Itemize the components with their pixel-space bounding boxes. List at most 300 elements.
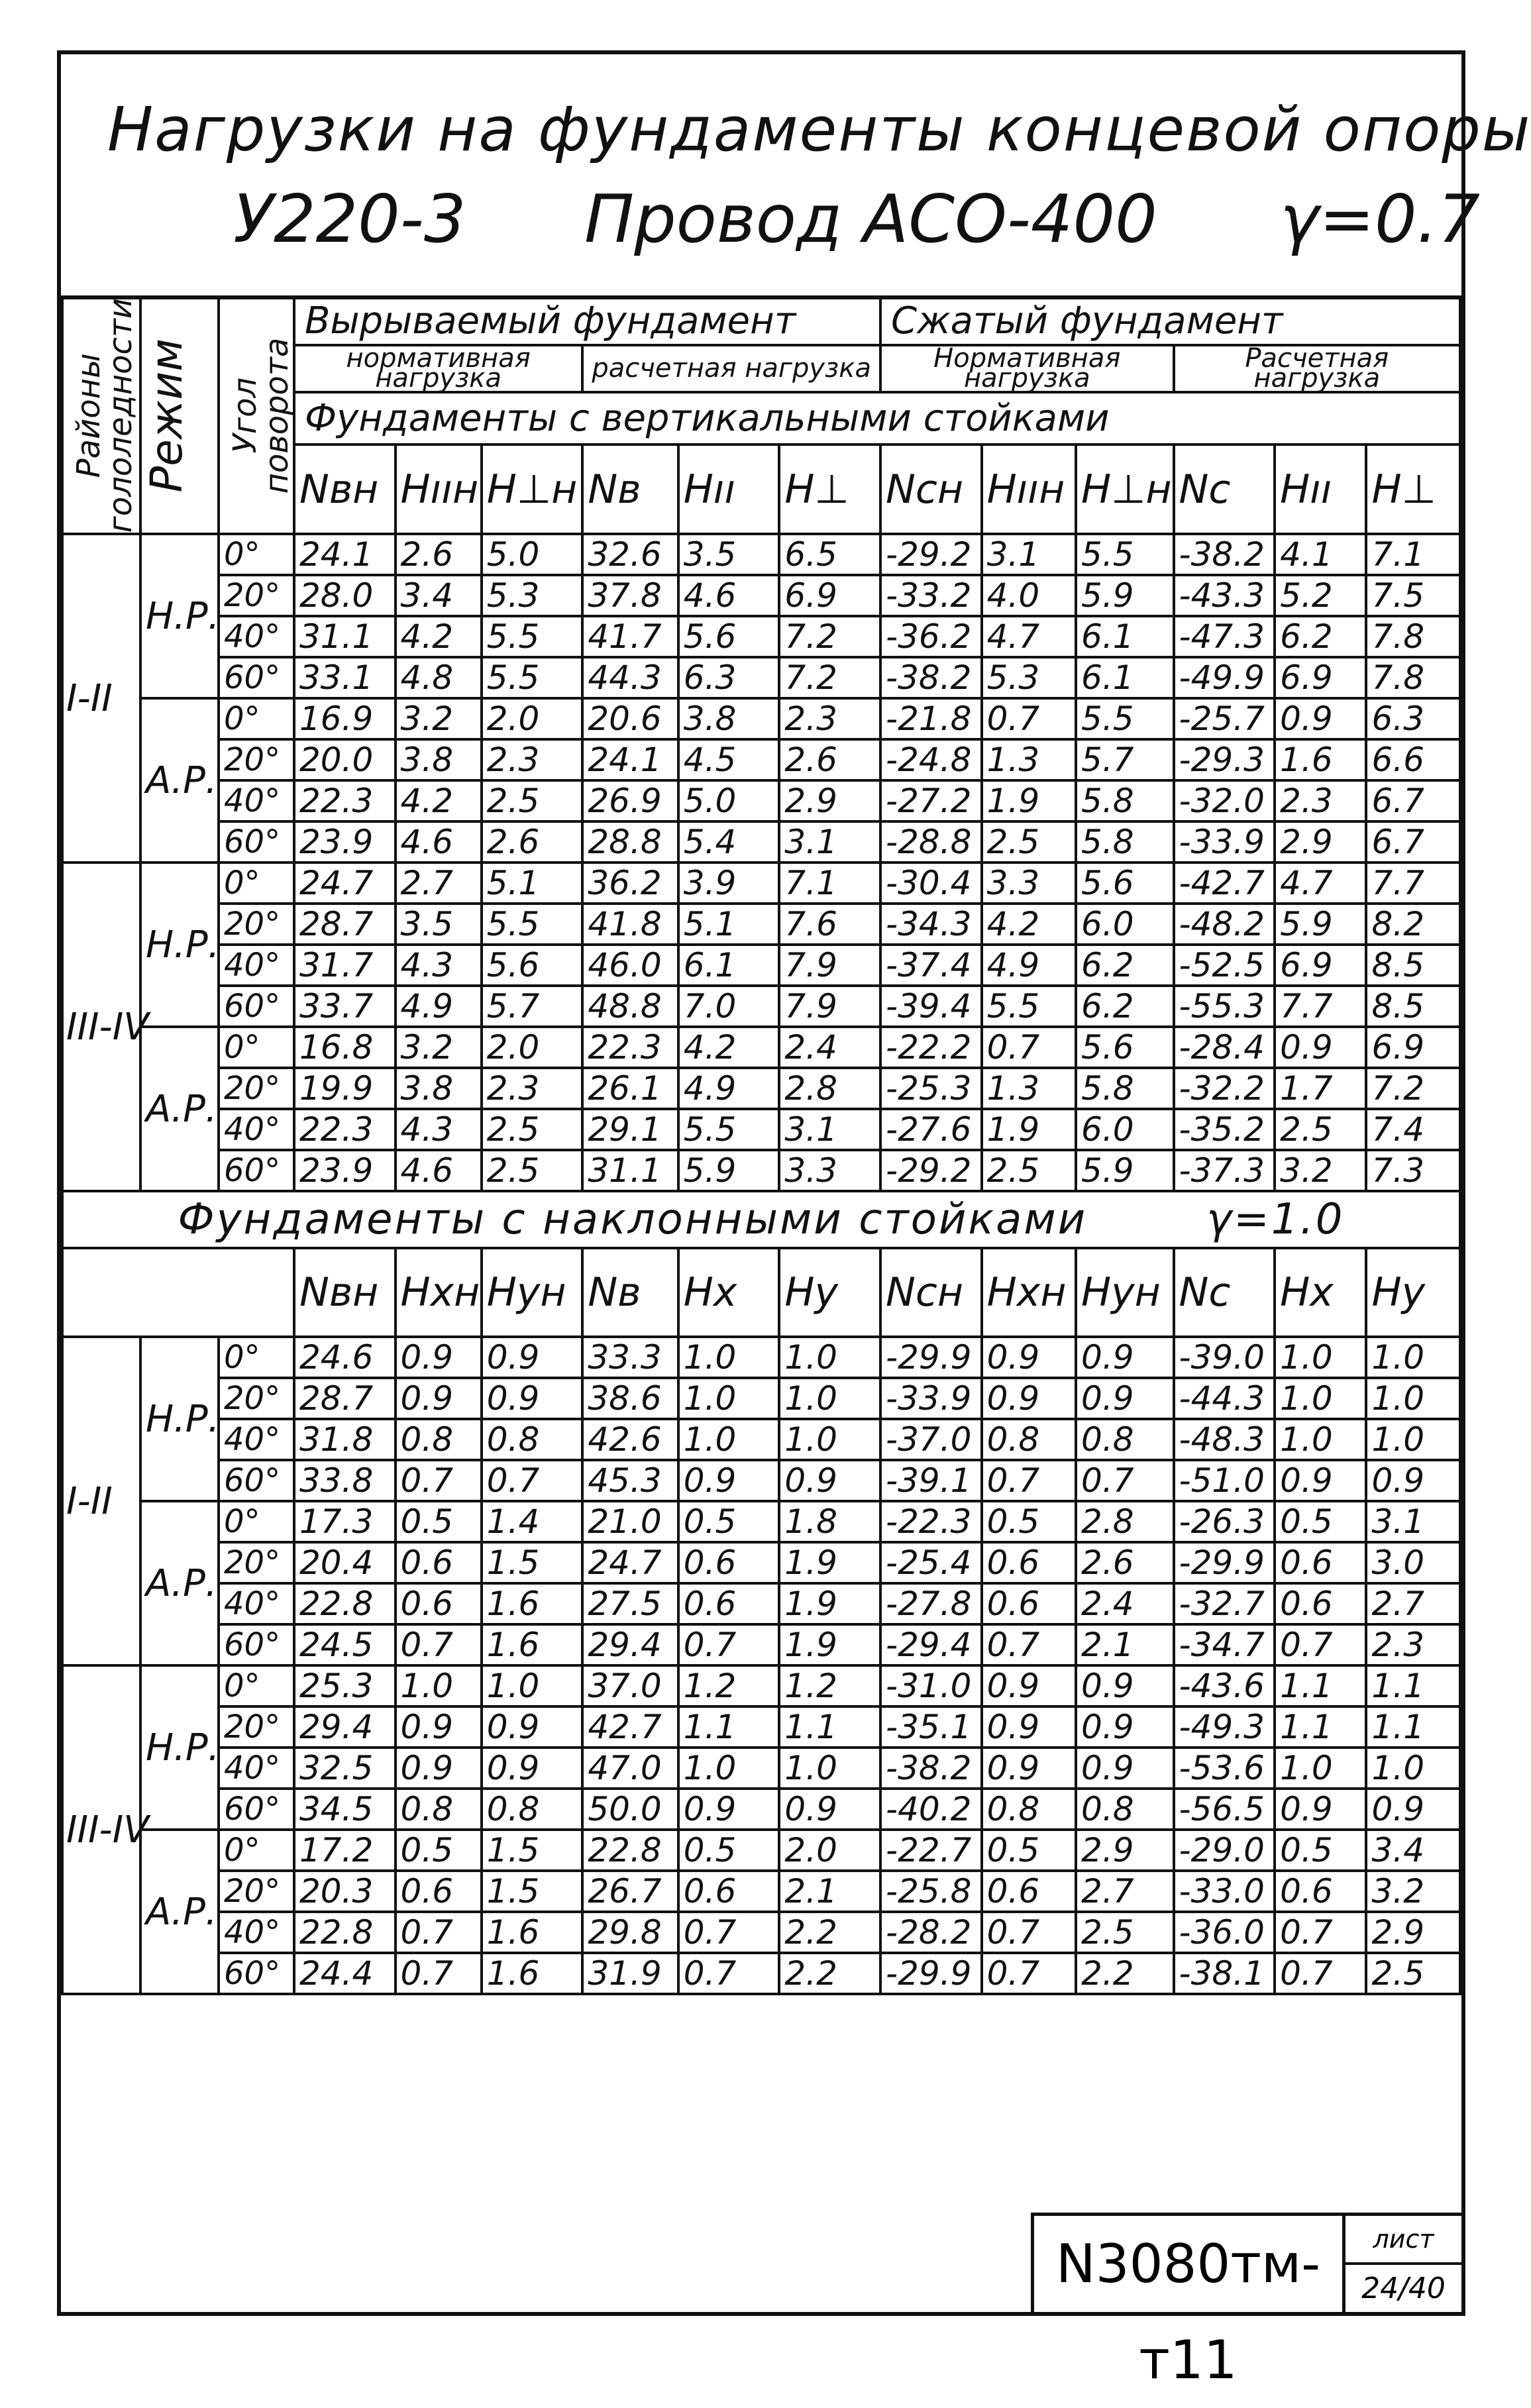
value-cell: 37.0 (582, 1665, 678, 1706)
value-cell: 1.9 (779, 1542, 880, 1583)
angle-cell: 60° (219, 657, 294, 698)
angle-cell: 20° (219, 575, 294, 616)
value-cell: -48.3 (1174, 1419, 1275, 1460)
value-cell: 0.8 (482, 1419, 583, 1460)
angle-cell: 0° (219, 1027, 294, 1068)
region-cell: I-II (62, 1337, 140, 1665)
table-row (62, 657, 1460, 698)
value-cell: 0.6 (1275, 1583, 1366, 1624)
value-cell: 1.6 (482, 1624, 583, 1665)
angle-cell: 60° (219, 986, 294, 1027)
table-row (62, 986, 1460, 1027)
value-cell: 0.9 (982, 1665, 1076, 1706)
value-cell: 3.4 (396, 575, 482, 616)
table-row (62, 1150, 1460, 1191)
value-cell: 1.0 (1275, 1748, 1366, 1789)
value-cell: 7.8 (1366, 616, 1460, 657)
table-row (62, 1068, 1460, 1109)
angle-cell: 60° (219, 1460, 294, 1501)
value-cell: 0.6 (982, 1871, 1076, 1912)
value-cell: 3.1 (982, 534, 1076, 575)
table-row (62, 616, 1460, 657)
value-cell: 1.9 (982, 1109, 1076, 1150)
value-cell: 7.8 (1366, 657, 1460, 698)
angle-cell: 20° (219, 904, 294, 945)
region-header: Районы гололедности (62, 297, 140, 534)
value-cell: 1.1 (1366, 1665, 1460, 1706)
value-cell: 3.9 (678, 863, 780, 904)
value-cell: 0.5 (396, 1830, 482, 1871)
value-cell: 0.7 (678, 1912, 780, 1953)
value-cell: -33.9 (880, 1378, 982, 1419)
column-symbol: Hy (1366, 1248, 1460, 1337)
value-cell: 29.4 (294, 1706, 396, 1748)
value-cell: -38.2 (880, 1748, 982, 1789)
region-cell: III-IV (62, 863, 140, 1191)
value-cell: 4.2 (396, 616, 482, 657)
value-cell: 6.2 (1076, 986, 1174, 1027)
column-symbol: Hxн (396, 1248, 482, 1337)
value-cell: -24.8 (880, 739, 982, 780)
value-cell: 16.9 (294, 698, 396, 739)
value-cell: -26.3 (1174, 1501, 1275, 1542)
value-cell: 0.9 (1076, 1665, 1174, 1706)
value-cell: 0.5 (1275, 1501, 1366, 1542)
value-cell: -28.8 (880, 821, 982, 863)
value-cell: 47.0 (582, 1748, 678, 1789)
angle-cell: 60° (219, 1953, 294, 1994)
value-cell: 33.1 (294, 657, 396, 698)
value-cell: 5.5 (1076, 534, 1174, 575)
value-cell: 5.9 (1275, 904, 1366, 945)
value-cell: 5.5 (482, 616, 583, 657)
column-symbol: H⊥ (779, 445, 880, 535)
value-cell: 0.5 (1275, 1830, 1366, 1871)
column-symbol: H⊥ (1366, 445, 1460, 535)
value-cell: -25.4 (880, 1542, 982, 1583)
value-cell: 5.5 (482, 904, 583, 945)
value-cell: 8.5 (1366, 945, 1460, 986)
value-cell: 0.5 (982, 1501, 1076, 1542)
value-cell: 0.9 (1275, 1027, 1366, 1068)
value-cell: 0.9 (396, 1748, 482, 1789)
value-cell: 31.7 (294, 945, 396, 986)
value-cell: 0.6 (396, 1583, 482, 1624)
column-symbol: Hııн (396, 445, 482, 535)
column-symbol: Hx (1275, 1248, 1366, 1337)
document-code: N3080тм-т11 (1031, 2213, 1342, 2312)
value-cell: 0.7 (982, 698, 1076, 739)
value-cell: 1.5 (482, 1542, 583, 1583)
value-cell: 0.8 (982, 1789, 1076, 1830)
column-symbol: Hıı (678, 445, 780, 535)
value-cell: 0.7 (1275, 1912, 1366, 1953)
value-cell: 24.7 (582, 1542, 678, 1583)
column-symbol: Nc (1174, 1248, 1275, 1337)
value-cell: 5.0 (482, 534, 583, 575)
table-row (62, 698, 1460, 739)
value-cell: 2.0 (482, 1027, 583, 1068)
angle-cell: 40° (219, 1748, 294, 1789)
mode-cell: А.Р. (140, 1501, 219, 1665)
value-cell: 0.9 (482, 1378, 583, 1419)
title-line1: Нагрузки на фундаменты концевой опоры (107, 94, 1531, 165)
value-cell: 0.9 (1076, 1748, 1174, 1789)
value-cell: 7.5 (1366, 575, 1460, 616)
value-cell: 4.9 (982, 945, 1076, 986)
value-cell: 6.3 (1366, 698, 1460, 739)
value-cell: 5.1 (482, 863, 583, 904)
value-cell: 6.6 (1366, 739, 1460, 780)
value-cell: 4.0 (982, 575, 1076, 616)
value-cell: -29.9 (880, 1953, 982, 1994)
value-cell: 5.6 (678, 616, 780, 657)
value-cell: 3.1 (1366, 1501, 1460, 1542)
value-cell: 4.3 (396, 945, 482, 986)
value-cell: -43.3 (1174, 575, 1275, 616)
value-cell: -34.7 (1174, 1624, 1275, 1665)
table-row (62, 780, 1460, 821)
table-row (62, 1460, 1460, 1501)
value-cell: 1.0 (1366, 1337, 1460, 1378)
value-cell: 1.0 (1275, 1337, 1366, 1378)
value-cell: -27.8 (880, 1583, 982, 1624)
value-cell: 0.7 (678, 1953, 780, 1994)
value-cell: 1.0 (1366, 1419, 1460, 1460)
value-cell: -32.0 (1174, 780, 1275, 821)
value-cell: -22.3 (880, 1501, 982, 1542)
column-symbol: Hyн (482, 1248, 583, 1337)
mode-cell: Н.Р. (140, 863, 219, 1027)
value-cell: 1.1 (1275, 1706, 1366, 1748)
value-cell: 5.5 (482, 657, 583, 698)
value-cell: -53.6 (1174, 1748, 1275, 1789)
value-cell: 2.3 (1275, 780, 1366, 821)
value-cell: 0.7 (1275, 1953, 1366, 1994)
value-cell: -44.3 (1174, 1378, 1275, 1419)
table-row (62, 575, 1460, 616)
value-cell: 2.3 (482, 739, 583, 780)
value-cell: 7.0 (678, 986, 780, 1027)
value-cell: -30.4 (880, 863, 982, 904)
value-cell: 1.1 (1366, 1706, 1460, 1748)
value-cell: 33.8 (294, 1460, 396, 1501)
value-cell: 42.7 (582, 1706, 678, 1748)
mode-cell: А.Р. (140, 1027, 219, 1191)
value-cell: 1.0 (779, 1419, 880, 1460)
value-cell: 4.9 (678, 1068, 780, 1109)
value-cell: 0.6 (982, 1583, 1076, 1624)
value-cell: -29.0 (1174, 1830, 1275, 1871)
value-cell: 2.5 (1275, 1109, 1366, 1150)
value-cell: 19.9 (294, 1068, 396, 1109)
value-cell: -33.0 (1174, 1871, 1275, 1912)
value-cell: 3.8 (678, 698, 780, 739)
value-cell: 6.9 (1366, 1027, 1460, 1068)
value-cell: 2.9 (1275, 821, 1366, 863)
value-cell: 2.8 (1076, 1501, 1174, 1542)
angle-cell: 40° (219, 1419, 294, 1460)
value-cell: 2.8 (779, 1068, 880, 1109)
column-symbol: Nвн (294, 445, 396, 535)
value-cell: 22.3 (294, 780, 396, 821)
value-cell: 0.9 (1275, 698, 1366, 739)
value-cell: 0.7 (982, 1460, 1076, 1501)
value-cell: 0.9 (982, 1706, 1076, 1748)
angle-cell: 20° (219, 1706, 294, 1748)
value-cell: 6.7 (1366, 821, 1460, 863)
title-stamp (1031, 2213, 1461, 2391)
inclined-posts-title: Фундаменты с наклонными стойками γ=1.0 (62, 1191, 1460, 1248)
value-cell: 28.8 (582, 821, 678, 863)
value-cell: 1.6 (1275, 739, 1366, 780)
value-cell: 20.6 (582, 698, 678, 739)
value-cell: -27.2 (880, 780, 982, 821)
value-cell: 5.4 (678, 821, 780, 863)
value-cell: 5.9 (678, 1150, 780, 1191)
column-symbol: Ncн (880, 1248, 982, 1337)
value-cell: 4.2 (396, 780, 482, 821)
value-cell: 0.6 (678, 1871, 780, 1912)
value-cell: -38.2 (880, 657, 982, 698)
value-cell: 3.0 (1366, 1542, 1460, 1583)
value-cell: -40.2 (880, 1789, 982, 1830)
value-cell: 3.8 (396, 739, 482, 780)
value-cell: 7.4 (1366, 1109, 1460, 1150)
value-cell: 1.1 (779, 1706, 880, 1748)
value-cell: 8.5 (1366, 986, 1460, 1027)
value-cell: 6.9 (779, 575, 880, 616)
value-cell: -29.2 (880, 534, 982, 575)
sheet-number: 24/40 (1361, 2272, 1446, 2305)
value-cell: 2.7 (1366, 1583, 1460, 1624)
value-cell: 6.0 (1076, 904, 1174, 945)
angle-cell: 0° (219, 1337, 294, 1378)
value-cell: 6.7 (1366, 780, 1460, 821)
value-cell: 0.6 (396, 1542, 482, 1583)
column-symbol: Nвн (294, 1248, 396, 1337)
value-cell: 1.1 (1275, 1665, 1366, 1706)
value-cell: -48.2 (1174, 904, 1275, 945)
table-row (62, 1789, 1460, 1830)
value-cell: 5.6 (482, 945, 583, 986)
angle-cell: 60° (219, 1624, 294, 1665)
angle-cell: 20° (219, 1871, 294, 1912)
value-cell: 0.8 (1076, 1789, 1174, 1830)
value-cell: 4.7 (1275, 863, 1366, 904)
value-cell: 23.9 (294, 821, 396, 863)
value-cell: 0.9 (396, 1378, 482, 1419)
value-cell: 3.1 (779, 1109, 880, 1150)
value-cell: 3.1 (779, 821, 880, 863)
value-cell: 1.0 (678, 1419, 780, 1460)
value-cell: -32.7 (1174, 1583, 1275, 1624)
value-cell: 2.0 (779, 1830, 880, 1871)
value-cell: 0.9 (396, 1706, 482, 1748)
value-cell: 0.7 (982, 1624, 1076, 1665)
value-cell: 0.7 (982, 1953, 1076, 1994)
value-cell: 0.5 (678, 1830, 780, 1871)
value-cell: -47.3 (1174, 616, 1275, 657)
value-cell: 3.3 (779, 1150, 880, 1191)
value-cell: 5.0 (678, 780, 780, 821)
value-cell: 0.7 (396, 1912, 482, 1953)
value-cell: 48.8 (582, 986, 678, 1027)
value-cell: 3.8 (396, 1068, 482, 1109)
value-cell: 1.0 (1275, 1419, 1366, 1460)
value-cell: 17.2 (294, 1830, 396, 1871)
value-cell: 32.6 (582, 534, 678, 575)
value-cell: 29.1 (582, 1109, 678, 1150)
table-row (62, 1871, 1460, 1912)
value-cell: 0.7 (678, 1624, 780, 1665)
value-cell: 2.2 (779, 1912, 880, 1953)
column-symbol: Hııн (982, 445, 1076, 535)
value-cell: 0.6 (1275, 1542, 1366, 1583)
table-row (62, 1912, 1460, 1953)
value-cell: 5.5 (1076, 698, 1174, 739)
value-cell: 5.1 (678, 904, 780, 945)
value-cell: 2.6 (396, 534, 482, 575)
value-cell: 1.0 (678, 1378, 780, 1419)
pulled-normative-header: нормативная нагрузка (294, 345, 582, 392)
value-cell: 7.3 (1366, 1150, 1460, 1191)
value-cell: 24.4 (294, 1953, 396, 1994)
value-cell: 4.3 (396, 1109, 482, 1150)
value-cell: -37.4 (880, 945, 982, 986)
value-cell: 0.8 (982, 1419, 1076, 1460)
value-cell: 5.7 (1076, 739, 1174, 780)
value-cell: 6.2 (1275, 616, 1366, 657)
value-cell: -29.3 (1174, 739, 1275, 780)
value-cell: 2.1 (1076, 1624, 1174, 1665)
table-row (62, 945, 1460, 986)
value-cell: 2.9 (1366, 1912, 1460, 1953)
value-cell: -21.8 (880, 698, 982, 739)
value-cell: 16.8 (294, 1027, 396, 1068)
value-cell: 0.9 (779, 1789, 880, 1830)
angle-cell: 40° (219, 616, 294, 657)
table-row (62, 1706, 1460, 1748)
value-cell: -56.5 (1174, 1789, 1275, 1830)
value-cell: 5.6 (1076, 863, 1174, 904)
value-cell: 7.7 (1275, 986, 1366, 1027)
value-cell: 0.9 (1275, 1789, 1366, 1830)
value-cell: 22.8 (582, 1830, 678, 1871)
value-cell: 0.9 (982, 1378, 1076, 1419)
value-cell: -28.2 (880, 1912, 982, 1953)
table-row (62, 1109, 1460, 1150)
inclined-posts-body (62, 1337, 1460, 1994)
value-cell: 5.5 (982, 986, 1076, 1027)
column-symbol: Nc (1174, 445, 1275, 535)
value-cell: -33.2 (880, 575, 982, 616)
value-cell: 1.5 (482, 1830, 583, 1871)
value-cell: 1.8 (779, 1501, 880, 1542)
table-row (62, 1419, 1460, 1460)
angle-cell: 60° (219, 1150, 294, 1191)
value-cell: 1.1 (678, 1706, 780, 1748)
value-cell: 2.9 (1076, 1830, 1174, 1871)
value-cell: -39.4 (880, 986, 982, 1027)
value-cell: -29.9 (880, 1337, 982, 1378)
value-cell: 2.5 (1366, 1953, 1460, 1994)
value-cell: 24.5 (294, 1624, 396, 1665)
value-cell: 7.2 (779, 616, 880, 657)
value-cell: -27.6 (880, 1109, 982, 1150)
table-row (62, 821, 1460, 863)
value-cell: 3.5 (678, 534, 780, 575)
compressed-normative-header: Нормативная нагрузка (880, 345, 1174, 392)
value-cell: 0.9 (678, 1789, 780, 1830)
value-cell: 23.9 (294, 1150, 396, 1191)
table-row (62, 1583, 1460, 1624)
angle-cell: 40° (219, 780, 294, 821)
angle-cell: 20° (219, 1542, 294, 1583)
value-cell: 0.7 (396, 1460, 482, 1501)
angle-cell: 20° (219, 1068, 294, 1109)
vertical-posts-title: Фундаменты с вертикальными стойками (294, 392, 1460, 445)
value-cell: -22.7 (880, 1830, 982, 1871)
angle-cell: 40° (219, 1583, 294, 1624)
region-cell: I-II (62, 534, 140, 863)
value-cell: 0.9 (482, 1706, 583, 1748)
angle-cell: 20° (219, 1378, 294, 1419)
value-cell: 5.9 (1076, 1150, 1174, 1191)
column-symbol: Hx (678, 1248, 780, 1337)
region-cell: III-IV (62, 1665, 140, 1994)
value-cell: 6.1 (678, 945, 780, 986)
value-cell: 0.7 (982, 1027, 1076, 1068)
value-cell: 5.5 (678, 1109, 780, 1150)
value-cell: -32.2 (1174, 1068, 1275, 1109)
value-cell: 0.9 (1275, 1460, 1366, 1501)
value-cell: 4.7 (982, 616, 1076, 657)
value-cell: -25.3 (880, 1068, 982, 1109)
value-cell: 26.1 (582, 1068, 678, 1109)
value-cell: 0.7 (396, 1624, 482, 1665)
table-row (62, 1378, 1460, 1419)
value-cell: 2.2 (779, 1953, 880, 1994)
value-cell: 1.9 (779, 1624, 880, 1665)
value-cell: 20.4 (294, 1542, 396, 1583)
support-type: У220-3 (233, 180, 466, 258)
value-cell: 0.8 (1076, 1419, 1174, 1460)
value-cell: 5.8 (1076, 821, 1174, 863)
value-cell: 2.7 (396, 863, 482, 904)
value-cell: 2.5 (482, 780, 583, 821)
value-cell: 7.2 (779, 657, 880, 698)
value-cell: 29.8 (582, 1912, 678, 1953)
value-cell: 46.0 (582, 945, 678, 986)
mode-cell: Н.Р. (140, 1337, 219, 1501)
value-cell: 25.3 (294, 1665, 396, 1706)
value-cell: 6.9 (1275, 945, 1366, 986)
value-cell: 3.2 (1366, 1871, 1460, 1912)
value-cell: -37.0 (880, 1419, 982, 1460)
value-cell: 1.0 (396, 1665, 482, 1706)
value-cell: 3.4 (1366, 1830, 1460, 1871)
value-cell: 0.9 (482, 1748, 583, 1789)
value-cell: 0.9 (1076, 1337, 1174, 1378)
value-cell: -39.1 (880, 1460, 982, 1501)
value-cell: 37.8 (582, 575, 678, 616)
value-cell: 4.8 (396, 657, 482, 698)
table-row (62, 1748, 1460, 1789)
drawing-sheet (57, 50, 1531, 2391)
value-cell: 1.0 (1275, 1378, 1366, 1419)
value-cell: 1.7 (1275, 1068, 1366, 1109)
